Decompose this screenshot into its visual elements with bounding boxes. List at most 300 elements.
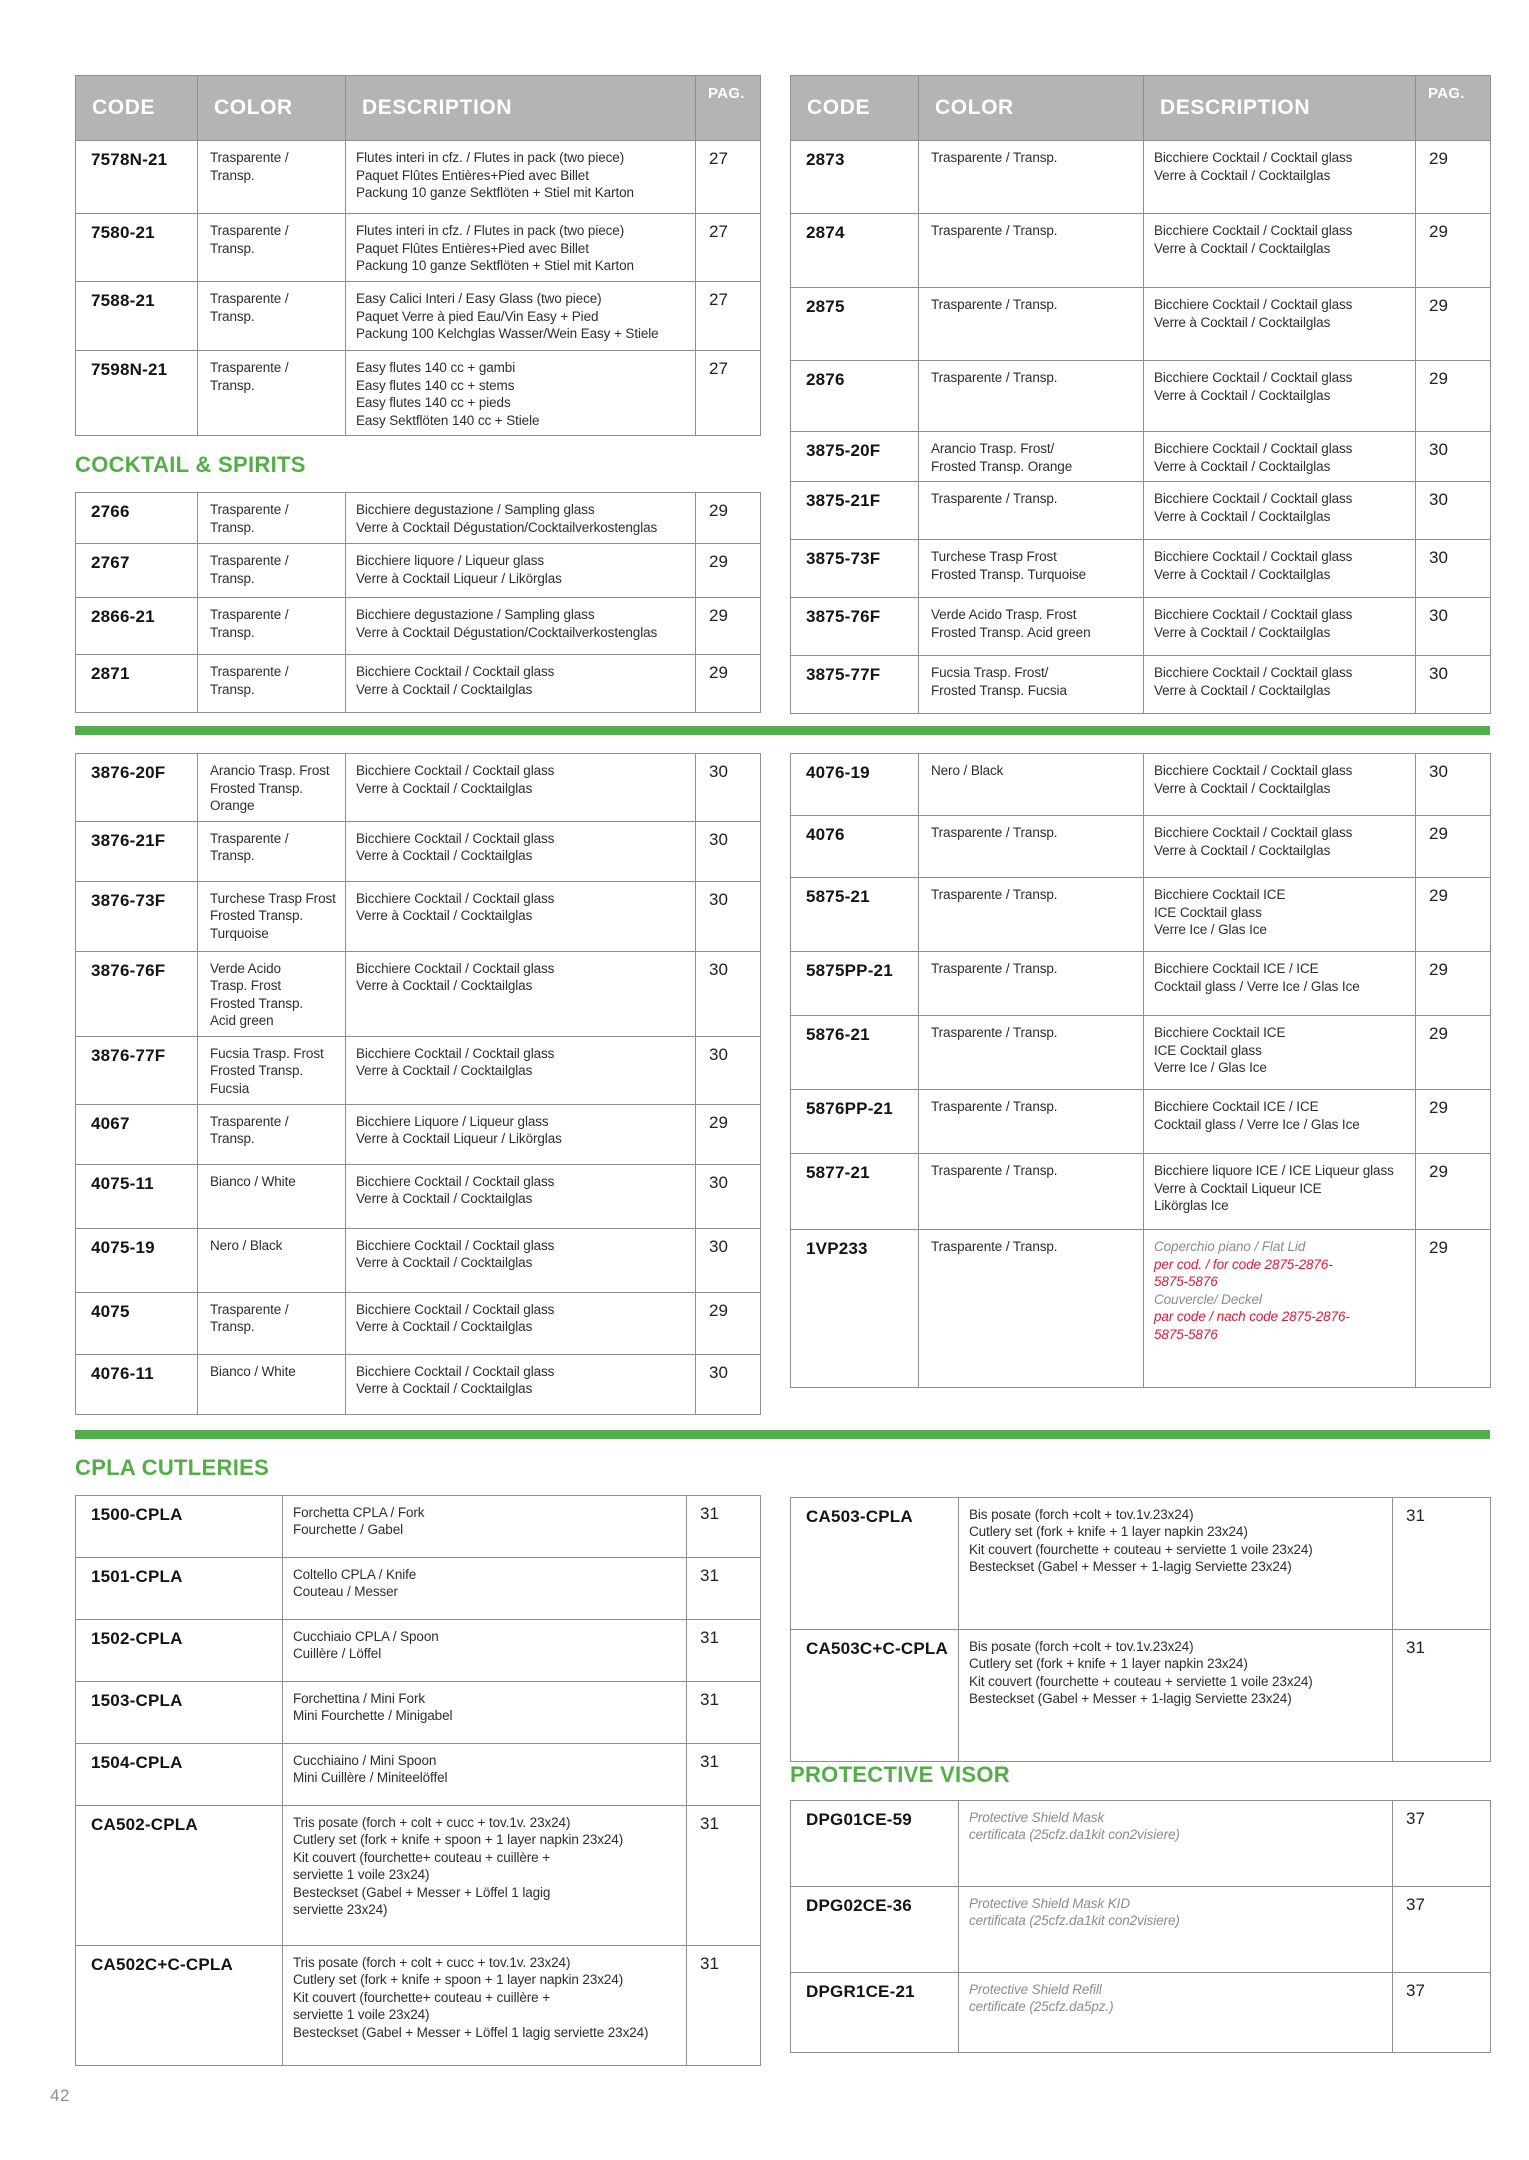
product-color	[198, 598, 346, 655]
product-color	[198, 881, 346, 951]
product-row	[76, 1228, 761, 1292]
product-description	[1144, 482, 1416, 540]
color-line: Arancio Trasp. Frost/	[931, 441, 1055, 456]
product-color	[198, 141, 346, 214]
product-description	[346, 544, 696, 598]
product-color	[919, 482, 1144, 540]
page-reference: 30	[696, 1164, 761, 1228]
product-row	[76, 754, 761, 822]
product-code: 3875-77F	[791, 656, 919, 714]
description-line: Verre à Cocktail / Cocktailglas	[1154, 566, 1331, 582]
description-line: Bicchiere Cocktail / Cocktail glass	[356, 960, 555, 976]
description-line: Bicchiere Cocktail / Cocktail glass	[1154, 223, 1353, 238]
product-code: 2874	[791, 214, 919, 288]
description-line: Bicchiere Cocktail ICE / ICE	[1154, 961, 1319, 976]
cocktail-spirits-table	[75, 492, 760, 713]
product-code: CA503C+C-CPLA	[791, 1629, 959, 1761]
description-line: Bicchiere Cocktail / Cocktail glass	[1154, 665, 1353, 680]
description-line: Bis posate (forch +colt + tov.1v.23x24)	[969, 1506, 1194, 1522]
product-color	[919, 952, 1144, 1016]
cocktail-spirits-table-grid	[75, 492, 761, 713]
product-code: 1500-CPLA	[76, 1495, 283, 1557]
color-line: Trasparente / Transp.	[931, 961, 1058, 976]
product-description	[959, 1497, 1393, 1629]
color-line: Frosted Transp. Acid green	[931, 624, 1091, 640]
product-description	[346, 821, 696, 881]
color-line: Trasparente / Transp.	[931, 223, 1058, 238]
page-reference: 37	[1393, 1972, 1491, 2052]
description-line: Bicchiere liquore / Liqueur glass	[356, 553, 545, 568]
product-color	[919, 361, 1144, 432]
description-line: Tris posate (forch + colt + cucc + tov.1v. 23x24)	[293, 1814, 571, 1830]
product-color	[919, 1016, 1144, 1090]
color-line: Trasparente /	[210, 1113, 289, 1129]
description-line: Kit couvert (fourchette+ couteau + cuillère +	[293, 1849, 551, 1865]
column-header-description: DESCRIPTION	[346, 76, 696, 141]
product-description	[346, 598, 696, 655]
description-line: Besteckset (Gabel + Messer + 1-lagig Serviette 23x24)	[969, 1559, 1292, 1574]
product-description	[283, 1557, 687, 1619]
description-line: Bicchiere Cocktail / Cocktail glass	[1154, 441, 1353, 456]
ice-cocktail-table-grid	[790, 753, 1491, 1388]
product-code: 7588-21	[76, 282, 198, 351]
product-description	[283, 1945, 687, 2065]
product-description	[1144, 598, 1416, 656]
product-color	[198, 351, 346, 436]
page-reference: 31	[1393, 1629, 1491, 1761]
product-code: 4076-19	[791, 754, 919, 816]
page-reference: 29	[1416, 1230, 1491, 1388]
product-color	[198, 544, 346, 598]
product-description	[346, 754, 696, 822]
page-reference: 37	[1393, 1800, 1491, 1886]
color-line: Verde Acido Trasp. Frost	[931, 607, 1077, 622]
description-line: Couteau / Messer	[293, 1584, 398, 1599]
product-description	[346, 141, 696, 214]
product-row	[76, 951, 761, 1036]
product-color	[198, 951, 346, 1036]
page-reference: 29	[1416, 878, 1491, 952]
product-row	[76, 881, 761, 951]
description-line: Bicchiere Liquore / Liqueur glass	[356, 1113, 549, 1129]
description-line: serviette 1 voile 23x24)	[293, 2007, 430, 2022]
product-code: 5876-21	[791, 1016, 919, 1090]
product-code: 4075-11	[76, 1164, 198, 1228]
product-color	[919, 1090, 1144, 1154]
color-line: Trasparente /	[210, 360, 289, 375]
color-line: Trasp. Frost	[210, 978, 282, 993]
column-header-color: COLOR	[919, 76, 1144, 141]
description-line: Verre à Cocktail / Cocktailglas	[1154, 624, 1331, 640]
description-line: ICE Cocktail glass	[1154, 1042, 1262, 1058]
product-description	[1144, 656, 1416, 714]
description-line: Bicchiere liquore ICE / ICE Liqueur glass	[1154, 1163, 1394, 1178]
product-code: 1504-CPLA	[76, 1743, 283, 1805]
description-line: 5875-5876	[1154, 1326, 1218, 1342]
page-reference: 30	[696, 1228, 761, 1292]
description-line: ICE Cocktail glass	[1154, 904, 1262, 920]
ice-cocktail-table	[790, 753, 1490, 1388]
product-color	[919, 656, 1144, 714]
description-line: Bicchiere Cocktail / Cocktail glass	[356, 890, 555, 906]
product-code: 3875-76F	[791, 598, 919, 656]
color-line: Trasparente /	[210, 502, 289, 517]
product-code: 2871	[76, 655, 198, 713]
page-reference: 31	[687, 1945, 761, 2065]
page-reference: 30	[1416, 656, 1491, 714]
product-code: DPG02CE-36	[791, 1886, 959, 1972]
color-line: Frosted Transp. Turquoise	[931, 566, 1087, 582]
description-line: Easy flutes 140 cc + stems	[356, 377, 515, 393]
description-line: Paquet Flûtes Entières+Pied avec Billet	[356, 167, 589, 183]
product-description	[959, 1800, 1393, 1886]
product-row	[76, 598, 761, 655]
page-reference: 29	[696, 1104, 761, 1164]
description-line: Packung 100 Kelchglas Wasser/Wein Easy + Stiele	[356, 326, 659, 341]
product-code: 2766	[76, 493, 198, 544]
product-code: 3875-73F	[791, 540, 919, 598]
description-line: Verre à Cocktail / Cocktailglas	[1154, 780, 1331, 796]
product-row	[76, 1945, 761, 2065]
description-line: Kit couvert (fourchette + couteau + serviette 1 voile 23x24)	[969, 1673, 1313, 1689]
description-line: certificata (25cfz.da1kit con2visiere)	[969, 1913, 1180, 1928]
product-description	[283, 1495, 687, 1557]
color-line: Trasparente / Transp.	[931, 1099, 1058, 1114]
color-line: Trasparente /	[210, 553, 289, 568]
color-line: Trasparente /	[210, 1301, 289, 1317]
description-line: Verre à Cocktail / Cocktailglas	[356, 848, 533, 863]
description-line: Easy flutes 140 cc + pieds	[356, 395, 511, 410]
color-line: Trasparente /	[210, 830, 289, 846]
description-line: Cucchiaio CPLA / Spoon	[293, 1628, 439, 1644]
page-reference: 27	[696, 214, 761, 282]
product-row	[791, 361, 1491, 432]
product-row	[791, 1090, 1491, 1154]
column-header-code: CODE	[76, 76, 198, 141]
frosted-cocktail-table	[75, 753, 760, 1415]
page-reference: 31	[687, 1557, 761, 1619]
page-reference: 29	[696, 598, 761, 655]
product-row	[76, 1681, 761, 1743]
description-line: Bicchiere Cocktail / Cocktail glass	[1154, 607, 1353, 622]
product-row	[791, 1016, 1491, 1090]
description-line: Protective Shield Mask	[969, 1809, 1105, 1825]
product-description	[1144, 1154, 1416, 1230]
description-line: Verre à Cocktail / Cocktailglas	[356, 1255, 533, 1270]
color-line: Trasparente / Transp.	[931, 297, 1058, 312]
product-code: 2876	[791, 361, 919, 432]
page-reference: 27	[696, 141, 761, 214]
product-color	[919, 432, 1144, 482]
description-line: Verre à Cocktail / Cocktailglas	[1154, 167, 1331, 183]
description-line: Cucchiaino / Mini Spoon	[293, 1752, 437, 1768]
product-row	[791, 482, 1491, 540]
page-reference: 30	[696, 951, 761, 1036]
description-line: Verre à Cocktail / Cocktailglas	[356, 681, 533, 697]
color-line: Fucsia Trasp. Frost	[210, 1045, 324, 1061]
product-description	[346, 351, 696, 436]
description-line: Verre à Cocktail / Cocktailglas	[1154, 240, 1331, 256]
product-description	[346, 493, 696, 544]
description-line: Packung 10 ganze Sektflöten + Stiel mit Karton	[356, 185, 634, 200]
page-reference: 31	[687, 1681, 761, 1743]
color-line: Bianco / White	[210, 1173, 296, 1189]
table-header-row	[791, 76, 1491, 141]
description-line: Easy flutes 140 cc + gambi	[356, 360, 516, 375]
description-line: Paquet Flûtes Entières+Pied avec Billet	[356, 240, 589, 256]
product-row	[76, 1292, 761, 1354]
product-description	[346, 214, 696, 282]
page-reference: 30	[696, 881, 761, 951]
product-row	[76, 214, 761, 282]
description-line: Flutes interi in cfz. / Flutes in pack (two piece)	[356, 223, 625, 238]
page-reference: 30	[696, 1036, 761, 1104]
color-line: Trasparente / Transp.	[931, 825, 1058, 840]
color-line: Trasparente / Transp.	[931, 370, 1058, 385]
description-line: Verre à Cocktail / Cocktailglas	[356, 1381, 533, 1396]
product-description	[1144, 540, 1416, 598]
product-row	[791, 1800, 1491, 1886]
color-line: Frosted Transp.	[210, 995, 304, 1011]
product-code: 4076	[791, 816, 919, 878]
page-reference: 30	[1416, 598, 1491, 656]
color-line: Trasparente /	[210, 150, 289, 165]
color-line: Orange	[210, 798, 255, 813]
product-description	[346, 1164, 696, 1228]
description-line: Bicchiere Cocktail / Cocktail glass	[356, 664, 555, 679]
color-line: Transp.	[210, 681, 255, 697]
column-header-description: DESCRIPTION	[1144, 76, 1416, 141]
color-line: Trasparente / Transp.	[931, 491, 1058, 506]
product-color	[198, 655, 346, 713]
product-description	[1144, 878, 1416, 952]
product-description	[1144, 432, 1416, 482]
description-line: Verre à Cocktail / Cocktailglas	[356, 780, 533, 796]
description-line: Verre à Cocktail / Cocktailglas	[1154, 842, 1331, 858]
description-line: Easy Sektflöten 140 cc + Stiele	[356, 412, 540, 428]
description-line: Verre Ice / Glas Ice	[1154, 922, 1267, 937]
description-line: Verre à Cocktail / Cocktailglas	[1154, 682, 1331, 698]
page-reference: 29	[1416, 214, 1491, 288]
product-row	[791, 288, 1491, 361]
description-line: Mini Fourchette / Minigabel	[293, 1708, 453, 1723]
section-heading-cocktail-spirits: COCKTAIL & SPIRITS	[75, 452, 306, 477]
product-color	[919, 1230, 1144, 1388]
description-line: Bicchiere Cocktail / Cocktail glass	[356, 1363, 555, 1379]
product-color	[198, 754, 346, 822]
product-code: CA502-CPLA	[76, 1805, 283, 1945]
color-line: Nero / Black	[931, 763, 1004, 778]
product-color	[198, 821, 346, 881]
page-reference: 27	[696, 282, 761, 351]
color-line: Transp.	[210, 570, 255, 586]
page-reference: 30	[1416, 482, 1491, 540]
product-row	[76, 1354, 761, 1414]
product-row	[76, 1036, 761, 1104]
page-reference: 29	[1416, 288, 1491, 361]
description-line: Bicchiere Cocktail / Cocktail glass	[1154, 150, 1353, 165]
product-code: 7598N-21	[76, 351, 198, 436]
description-line: Besteckset (Gabel + Messer + Löffel 1 lagig	[293, 1884, 551, 1900]
section-frosted-ice	[75, 753, 1490, 1415]
product-description	[1144, 361, 1416, 432]
product-code: DPGR1CE-21	[791, 1972, 959, 2052]
description-line: Bicchiere Cocktail / Cocktail glass	[356, 1173, 555, 1189]
color-line: Turquoise	[210, 925, 269, 941]
product-row	[76, 544, 761, 598]
page-reference: 37	[1393, 1886, 1491, 1972]
flutes-table	[75, 75, 760, 436]
color-line: Trasparente / Transp.	[931, 1163, 1058, 1178]
description-line: Easy Calici Interi / Easy Glass (two piece)	[356, 291, 602, 306]
product-description	[959, 1972, 1393, 2052]
product-row	[76, 351, 761, 436]
description-line: Verre à Cocktail Dégustation/Cocktailverkostenglas	[356, 519, 658, 535]
color-line: Transp.	[210, 1131, 255, 1146]
description-line: Bicchiere degustazione / Sampling glass	[356, 502, 595, 517]
product-color	[198, 282, 346, 351]
column-header-code: CODE	[791, 76, 919, 141]
product-color	[198, 1292, 346, 1354]
product-row	[791, 598, 1491, 656]
description-line: Cutlery set (fork + knife + 1 layer napkin 23x24)	[969, 1656, 1248, 1671]
product-description	[1144, 214, 1416, 288]
cpla-cutlery-set-table-grid	[790, 1497, 1491, 1762]
cpla-cutlery-table-grid	[75, 1495, 761, 2066]
product-description	[346, 881, 696, 951]
description-line: Besteckset (Gabel + Messer + Löffel 1 lagig serviette 23x24)	[293, 2024, 649, 2040]
product-code: 1VP233	[791, 1230, 919, 1388]
product-code: 5875PP-21	[791, 952, 919, 1016]
product-code: 2873	[791, 141, 919, 214]
product-row	[76, 1104, 761, 1164]
product-description	[1144, 1230, 1416, 1388]
color-line: Transp.	[210, 167, 255, 183]
page-number: 42	[50, 2086, 70, 2105]
product-color	[198, 1104, 346, 1164]
color-line: Trasparente /	[210, 607, 289, 622]
product-color	[919, 1154, 1144, 1230]
product-color	[919, 816, 1144, 878]
product-row	[791, 1629, 1491, 1761]
description-line: Verre à Cocktail Liqueur ICE	[1154, 1180, 1322, 1196]
product-color	[198, 1164, 346, 1228]
product-description	[346, 282, 696, 351]
cocktail-glasses-table-grid	[790, 75, 1491, 714]
product-color	[919, 214, 1144, 288]
color-line: Frosted Transp.	[210, 780, 304, 796]
description-line: Bicchiere Cocktail ICE	[1154, 887, 1286, 902]
product-row	[76, 1495, 761, 1557]
description-line: Kit couvert (fourchette + couteau + serviette 1 voile 23x24)	[969, 1541, 1313, 1557]
description-line: Verre à Cocktail / Cocktailglas	[1154, 508, 1331, 524]
product-row	[76, 141, 761, 214]
product-color	[198, 493, 346, 544]
product-description	[346, 1354, 696, 1414]
color-line: Acid green	[210, 1013, 274, 1028]
page-reference: 31	[687, 1805, 761, 1945]
page-reference: 29	[1416, 1016, 1491, 1090]
green-divider-2	[75, 1430, 1490, 1439]
color-line: Turchese Trasp Frost	[210, 890, 336, 906]
product-code: 4076-11	[76, 1354, 198, 1414]
product-row	[791, 1972, 1491, 2052]
page-reference: 29	[696, 544, 761, 598]
page-reference: 27	[696, 351, 761, 436]
product-row	[791, 432, 1491, 482]
protective-visor-table	[790, 1800, 1490, 2053]
product-code: 7580-21	[76, 214, 198, 282]
page-reference: 30	[696, 754, 761, 822]
product-color	[919, 754, 1144, 816]
description-line: 5875-5876	[1154, 1274, 1218, 1289]
section-glassware	[75, 75, 1490, 714]
product-color	[919, 288, 1144, 361]
left-column-middle	[75, 753, 760, 1415]
color-line: Trasparente / Transp.	[931, 887, 1058, 902]
description-line: Paquet Verre à pied Eau/Vin Easy + Pied	[356, 308, 599, 324]
product-row	[791, 816, 1491, 878]
page-reference: 30	[696, 821, 761, 881]
product-description	[959, 1629, 1393, 1761]
column-header-page: PAG.	[696, 76, 761, 141]
product-row	[791, 878, 1491, 952]
section-cutlery-visor	[75, 1455, 1490, 2066]
product-color	[919, 540, 1144, 598]
product-code: DPG01CE-59	[791, 1800, 959, 1886]
description-line: Verre à Cocktail / Cocktailglas	[1154, 387, 1331, 403]
description-line: Bicchiere Cocktail / Cocktail glass	[1154, 297, 1353, 312]
product-code: 1503-CPLA	[76, 1681, 283, 1743]
product-color	[919, 141, 1144, 214]
product-code: 4067	[76, 1104, 198, 1164]
product-code: 1501-CPLA	[76, 1557, 283, 1619]
page-reference: 29	[696, 493, 761, 544]
description-line: Tris posate (forch + colt + cucc + tov.1v. 23x24)	[293, 1954, 571, 1970]
product-color	[198, 1354, 346, 1414]
section-heading-protective-visor: PROTECTIVE VISOR	[790, 1761, 1010, 1787]
product-description	[283, 1619, 687, 1681]
color-line: Fucsia	[210, 1080, 250, 1096]
description-line: Verre à Cocktail / Cocktailglas	[356, 1191, 533, 1206]
product-color	[198, 214, 346, 282]
product-description	[346, 1292, 696, 1354]
product-row	[791, 1230, 1491, 1388]
color-line: Trasparente /	[210, 223, 289, 238]
description-line: Cutlery set (fork + knife + spoon + 1 layer napkin 23x24)	[293, 1832, 624, 1847]
product-code: 1502-CPLA	[76, 1619, 283, 1681]
left-column-bottom	[75, 1455, 760, 2066]
page-reference: 29	[1416, 361, 1491, 432]
description-line: Protective Shield Mask KID	[969, 1895, 1130, 1911]
description-line: per cod. / for code 2875-2876-	[1154, 1256, 1333, 1272]
page-reference: 29	[696, 655, 761, 713]
description-line: Protective Shield Refill	[969, 1981, 1102, 1997]
description-line: Verre à Cocktail Liqueur / Likörglas	[356, 570, 562, 586]
color-line: Frosted Transp. Fucsia	[931, 682, 1067, 698]
product-color	[198, 1036, 346, 1104]
description-line: Bicchiere Cocktail / Cocktail glass	[1154, 491, 1353, 506]
product-code: 5875-21	[791, 878, 919, 952]
color-line: Transp.	[210, 377, 255, 393]
flutes-table-grid	[75, 75, 761, 436]
product-code: 2875	[791, 288, 919, 361]
description-line: serviette 1 voile 23x24)	[293, 1867, 430, 1882]
product-row	[791, 754, 1491, 816]
product-description	[346, 951, 696, 1036]
product-row	[76, 493, 761, 544]
description-line: Cocktail glass / Verre Ice / Glas Ice	[1154, 978, 1360, 994]
